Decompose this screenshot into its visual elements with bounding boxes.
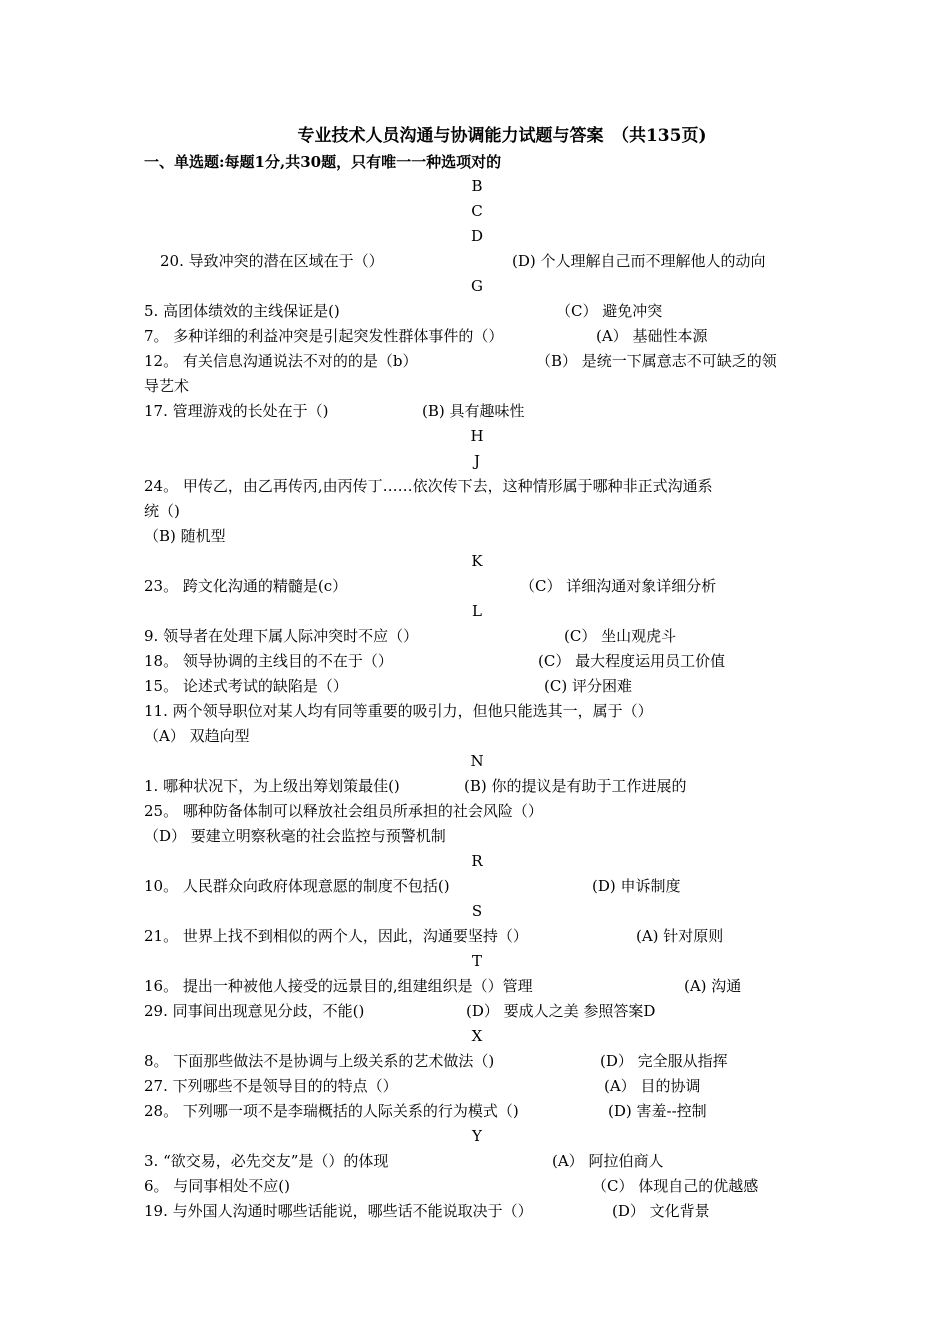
question-item (144, 1049, 810, 1074)
question-item (144, 774, 810, 799)
question-item (144, 1199, 810, 1224)
question-item (160, 249, 810, 274)
letter-heading-g: G (471, 277, 483, 295)
question-text: 统（) (144, 502, 180, 520)
question-text: 12。 有关信息沟通说法不对的的是（b） (144, 352, 418, 370)
question-item (144, 324, 810, 349)
letter-heading-s: S (471, 902, 483, 920)
question-text: 8。 下面那些做法不是协调与上级关系的艺术做法（) (144, 1052, 495, 1070)
question-item (144, 1099, 810, 1124)
question-text: 6。 与同事相处不应() (144, 1177, 291, 1195)
letter-heading-t: T (471, 952, 482, 970)
answer-text: （C） 避免冲突 (556, 302, 663, 320)
answer-line (144, 724, 810, 749)
question-item (144, 674, 810, 699)
answer-text: （B) 随机型 (144, 527, 226, 545)
question-item (144, 799, 810, 824)
question-item (144, 1149, 810, 1174)
question-continuation (144, 374, 810, 399)
question-text: 25。 哪种防备体制可以释放社会组员所承担的社会风险（） (144, 802, 543, 820)
question-text: 23。 跨文化沟通的精髓是(c） (144, 577, 348, 595)
letter-heading-j: J (473, 452, 480, 470)
question-text: 3. “欲交易，必先交友”是（）的体现 (144, 1152, 389, 1170)
answer-text: (C） 坐山观虎斗 (564, 627, 677, 645)
answer-text: (D） 要成人之美 参照答案D (466, 1002, 656, 1020)
question-text: 28。 下列哪一项不是李瑞概括的人际关系的行为模式（) (144, 1102, 519, 1120)
letter-heading-c: C (471, 202, 483, 220)
question-item (144, 574, 810, 599)
question-item (144, 349, 810, 374)
question-text: 11. 两个领导职位对某人均有同等重要的吸引力，但他只能选其一，属于（） (144, 702, 653, 720)
letter-heading-b: B (471, 177, 483, 195)
page-title: 专业技术人员沟通与协调能力试题与答案 （共135页) (297, 126, 707, 146)
letter-heading-h: H (470, 427, 484, 445)
question-item (144, 874, 810, 899)
question-item (144, 299, 810, 324)
answer-text: （C） 详细沟通对象详细分析 (520, 577, 717, 595)
answer-text: （A） 双趋向型 (144, 727, 250, 745)
question-item (144, 624, 810, 649)
answer-line (144, 524, 810, 549)
question-text: 17. 管理游戏的长处在于（) (144, 402, 329, 420)
question-text: 27. 下列哪些不是领导目的的特点（） (144, 1077, 398, 1095)
section-heading: 一、单选题:每题1分,共30题，只有唯一一种选项对的 (144, 153, 502, 171)
question-text: 21。 世界上找不到相似的两个人，因此，沟通要坚持（） (144, 927, 528, 945)
answer-line (144, 824, 810, 849)
question-item (144, 474, 810, 499)
question-item (144, 1174, 810, 1199)
question-text: 18。 领导协调的主线目的不在于（） (144, 652, 393, 670)
answer-text: （C） 体现自己的优越感 (592, 1177, 759, 1195)
answer-text: （B） 是统一下属意志不可缺乏的领 (536, 352, 777, 370)
question-continuation (144, 499, 810, 524)
answer-text: (B) 你的提议是有助于工作进展的 (464, 777, 687, 795)
answer-text: (D) 个人理解自己而不理解他人的动向 (512, 252, 766, 270)
letter-heading-k: K (471, 552, 483, 570)
letter-heading-y: Y (472, 1127, 482, 1145)
letter-heading-d: D (470, 227, 484, 245)
letter-heading-n: N (470, 752, 484, 770)
answer-text: (A) 沟通 (684, 977, 742, 995)
question-text: 19. 与外国人沟通时哪些话能说，哪些话不能说取决于（） (144, 1202, 533, 1220)
answer-text: (A) 针对原则 (636, 927, 724, 945)
question-text: 10。 人民群众向政府体现意愿的制度不包括() (144, 877, 450, 895)
letter-heading-l: L (472, 602, 482, 620)
question-item (144, 699, 810, 724)
answer-text: (A） 阿拉伯商人 (552, 1152, 664, 1170)
answer-text: (C) 评分困难 (544, 677, 632, 695)
answer-text: (A） 基础性本源 (596, 327, 708, 345)
question-text: 29. 同事间出现意见分歧，不能() (144, 1002, 365, 1020)
question-item (144, 399, 810, 424)
question-text: 24。 甲传乙，由乙再传丙,由丙传丁……依次传下去，这种情形属于哪种非正式沟通系 (144, 477, 713, 495)
question-text: 20. 导致冲突的潜在区域在于（） (160, 252, 384, 270)
question-text: 7。 多种详细的利益冲突是引起突发性群体事件的（） (144, 327, 504, 345)
answer-text: （D） 要建立明察秋毫的社会监控与预警机制 (144, 827, 446, 845)
answer-text: (D) 害羞--控制 (608, 1102, 707, 1120)
question-text: 16。 提出一种被他人接受的远景目的,组建组织是（）管理 (144, 977, 533, 995)
letter-heading-x: X (471, 1027, 483, 1045)
question-item (144, 974, 810, 999)
answer-text: (D） 完全服从指挥 (600, 1052, 728, 1070)
answer-text: (D) 申诉制度 (592, 877, 681, 895)
question-item (144, 1074, 810, 1099)
question-text: 导艺术 (144, 377, 190, 395)
question-text: 5. 高团体绩效的主线保证是() (144, 302, 340, 320)
answer-text: (A） 目的协调 (604, 1077, 701, 1095)
question-item (144, 924, 810, 949)
question-item (144, 649, 810, 674)
answer-text: (B) 具有趣味性 (422, 402, 525, 420)
question-text: 1. 哪种状况下，为上级出筹划策最佳() (144, 777, 400, 795)
question-item (144, 999, 810, 1024)
answer-text: (D） 文化背景 (612, 1202, 710, 1220)
letter-heading-r: R (471, 852, 483, 870)
answer-text: (C） 最大程度运用员工价值 (538, 652, 726, 670)
question-text: 15。 论述式考试的缺陷是（） (144, 677, 348, 695)
question-text: 9. 领导者在处理下属人际冲突时不应（） (144, 627, 419, 645)
